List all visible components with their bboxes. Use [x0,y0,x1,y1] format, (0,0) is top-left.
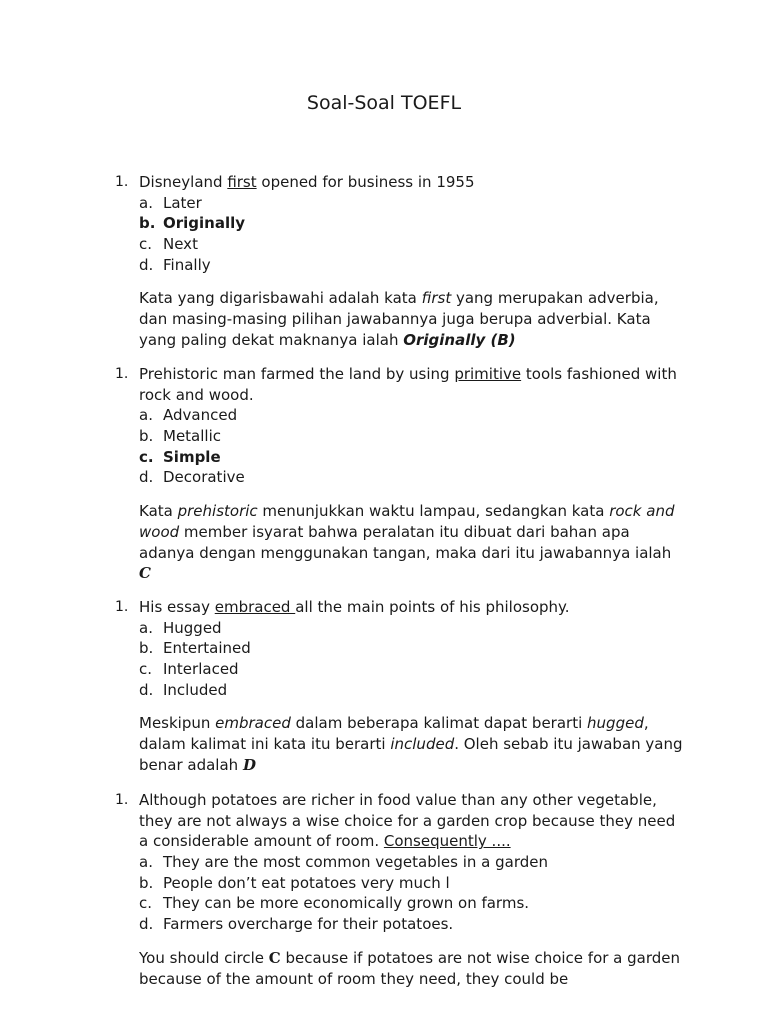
option-b-correct [139,213,684,234]
stem-text: His essay [139,598,215,616]
option-letter: a. [139,193,153,212]
question-body [139,597,684,776]
option-letter: c. [139,660,153,679]
question-number: 1. [115,174,129,190]
option-d [139,914,684,935]
option-letter: c. [139,235,153,254]
option-b [139,873,684,894]
explanation-text: Kata yang digarisbawahi adalah kata [139,289,422,308]
stem-underlined-word: primitive [454,365,522,383]
question-body [139,172,684,351]
option-text: Farmers overcharge for their potatoes. [163,915,454,934]
option-text: Decorative [163,468,245,487]
stem-underlined-word: first [227,173,257,191]
explanation-italic: first [421,289,452,308]
explanation-text: Kata [139,502,178,521]
option-letter: a. [139,406,153,425]
option-b [139,426,684,447]
option-text: They can be more economically grown on farms. [163,894,530,913]
option-text: Simple [163,447,221,466]
option-d [139,680,684,701]
option-letter: c. [139,447,154,466]
option-text: Interlaced [163,660,239,679]
stem-text: Prehistoric man farmed the land by using [139,365,455,383]
option-text: Finally [163,255,211,274]
option-a [139,618,684,639]
stem-text-end: tools fashioned with rock and wood. [139,365,677,404]
question-number: 1. [115,366,129,382]
option-a [139,852,684,873]
option-text: People don’t eat potatoes very much l [163,873,450,892]
option-c [139,234,684,255]
explanation-text: dalam beberapa kalimat dapat berarti [295,714,588,733]
option-c [139,893,684,914]
option-a [139,405,684,426]
option-letter: c. [139,894,153,913]
explanation-text: You should circle [139,948,269,967]
option-text: Metallic [163,427,221,446]
option-text: Included [163,680,228,699]
explanation-answer: Originally (B) [403,330,516,349]
explanation-text: yang merupakan adverbia, dan masing-masing pilihan jawabannya juga berupa adverbial. Kata yang paling dekat maknanya ialah [139,289,659,349]
option-text: Hugged [163,618,222,637]
stem-text-end: all the main points of his philosophy. [295,598,570,616]
explanation [139,501,684,584]
option-text: Advanced [163,406,238,425]
explanation-text: Meskipun [139,714,216,733]
explanation-italic: included [390,735,455,754]
option-letter: d. [139,915,154,934]
explanation-text: . Oleh sebab itu jawaban yang benar adalah [139,735,683,774]
option-letter: a. [139,618,153,637]
option-letter: b. [139,873,154,892]
explanation-answer: D [242,755,256,774]
question-number: 1. [115,599,129,615]
option-d [139,467,684,488]
option-text: Later [163,193,202,212]
explanation-italic: rock and wood [139,502,675,541]
option-letter: b. [139,427,154,446]
question-body [139,790,684,989]
explanation-italic: hugged [587,714,644,733]
explanation-text: , dalam kalimat ini kata itu berarti [139,714,649,754]
option-c [139,659,684,680]
option-b [139,638,684,659]
explanation [139,948,684,989]
question-body [139,364,684,584]
stem-text-end: opened for business in 1955 [256,173,475,191]
question-stem [139,790,684,852]
option-a [139,193,684,214]
explanation-text: member isyarat bahwa peralatan itu dibuat dari bahan apa adanya dengan menggunakan tangan, maka dari itu jawabannya ialah [139,522,672,562]
explanation-italic: embraced [215,714,296,733]
page-title: Soal-Soal TOEFL [306,92,462,114]
explanation-answer: C [139,564,151,583]
option-letter: b. [139,214,156,233]
question-number: 1. [115,792,129,808]
explanation-text: because if potatoes are not wise choice for a garden because of the amount of room they need, they could be [139,948,681,988]
option-text: Entertained [163,639,251,658]
option-c-correct [139,447,684,468]
explanation-text: menunjukkan waktu lampau, sedangkan kata [257,502,610,521]
option-text: They are the most common vegetables in a garden [163,853,549,872]
question-stem [139,172,684,193]
explanation-answer: C [268,948,281,967]
option-text: Originally [163,214,246,233]
question-stem [139,364,684,405]
explanation [139,713,684,775]
stem-text: Disneyland [139,173,228,191]
question-stem [139,597,684,618]
option-letter: d. [139,255,154,274]
stem-text: Although potatoes are richer in food value than any other vegetable, they are not always a wise choice for a garden crop because they need a considerable amount of room. [139,791,676,851]
option-letter: d. [139,680,154,699]
option-text: Next [163,235,198,254]
stem-underlined-word: embraced [214,598,296,616]
explanation-italic: prehistoric [177,502,258,521]
option-d [139,255,684,276]
option-letter: d. [139,468,154,487]
stem-underlined-word: Consequently .... [383,832,511,851]
option-letter: b. [139,639,154,658]
explanation [139,288,684,350]
option-letter: a. [139,853,153,872]
